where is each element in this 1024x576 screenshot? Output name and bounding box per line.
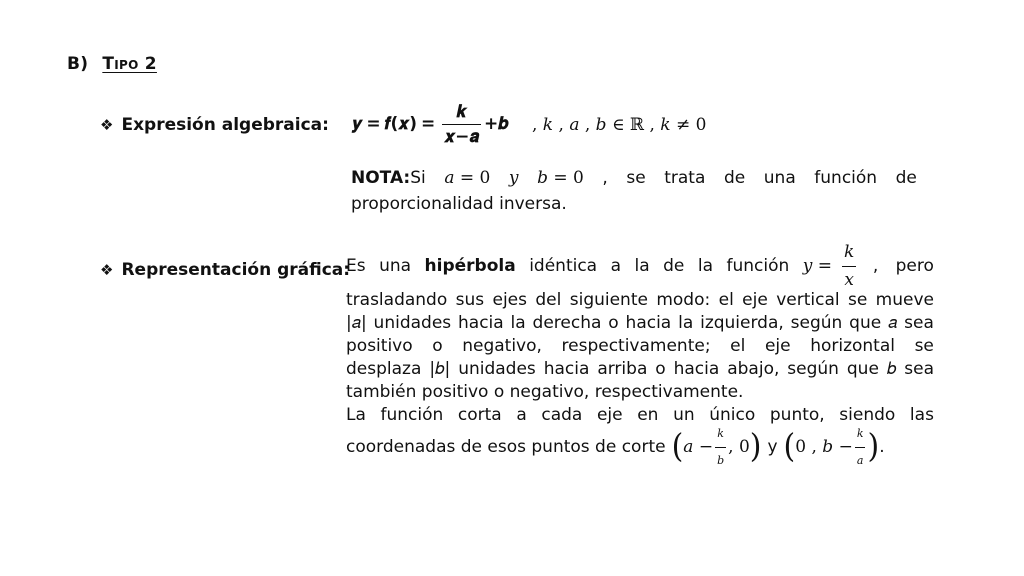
point-1-head: 𝑎 −	[683, 436, 714, 457]
formula-plus-b: +𝒃	[484, 114, 509, 134]
formula-fx: 𝒇(𝒙)	[384, 114, 417, 134]
desc-word: función	[726, 256, 790, 276]
desc-line: trasladando sus ejes del siguiente modo: el eje vertical se mueve	[346, 290, 934, 310]
nota-word: de	[895, 168, 917, 188]
desc-word: La	[346, 405, 366, 425]
nota-word: Si	[410, 168, 426, 188]
desc-word: la	[510, 313, 526, 333]
desc-word: las	[909, 405, 934, 425]
fraction-numerator: 𝑘	[844, 242, 855, 262]
nota-word: función	[814, 168, 878, 188]
desc-word: arriba	[597, 359, 648, 379]
section-heading	[67, 54, 157, 74]
nota-block	[351, 165, 917, 217]
inverse-function	[803, 241, 860, 292]
desc-word: la	[697, 256, 713, 276]
desc-word: eje	[596, 405, 623, 425]
section-title: Tipo 2	[102, 54, 157, 74]
formula-denominator: 𝒙−𝒂	[442, 124, 481, 147]
nota-label: NOTA:	[351, 168, 411, 188]
desc-word: derecha	[532, 313, 602, 333]
nota-line-1	[351, 165, 917, 191]
desc-word: Es	[346, 256, 366, 276]
desc-word: 𝑎	[888, 313, 898, 333]
desc-word: , pero	[872, 256, 934, 276]
desc-word: único	[709, 405, 756, 425]
desc-word: |𝑏|	[429, 359, 451, 379]
desc-word: hacia	[458, 313, 504, 333]
desc-line-1	[346, 244, 934, 289]
desc-word: unidades	[458, 359, 536, 379]
desc-word: punto,	[769, 405, 825, 425]
formula-conditions: , 𝑘 , 𝑎 , 𝑏 ∈ ℝ , 𝑘 ≠ 0	[532, 115, 707, 135]
nota-math: 𝑏 = 0	[537, 168, 584, 188]
desc-word: eje	[764, 336, 791, 356]
desc-word: según	[790, 313, 843, 333]
desc-word: sea	[904, 359, 934, 379]
desc-word: cada	[541, 405, 583, 425]
desc-line	[346, 312, 934, 335]
desc-word-hiperbola: hipérbola	[424, 256, 516, 276]
nota-word: trata	[664, 168, 706, 188]
desc-word: hacia	[625, 313, 672, 333]
desc-word: izquierda,	[700, 313, 784, 333]
desc-word: siendo	[839, 405, 896, 425]
fraction-denominator: 𝑥	[842, 266, 856, 292]
desc-word: negativo,	[462, 336, 542, 356]
fraction-denominator: 𝑎	[855, 447, 866, 472]
desc-word: abajo,	[727, 359, 780, 379]
desc-line-coordinates	[346, 427, 934, 467]
desc-word: de	[663, 256, 685, 276]
point-x-intercept: ( 𝑎 − $\frac{\text{𝑘}}{\text{𝑏}}$ , 0 )	[672, 422, 762, 472]
desc-word: hacia	[673, 359, 720, 379]
formula-fraction	[442, 102, 481, 147]
formula-numerator: 𝒌	[456, 101, 467, 122]
desc-word: según	[787, 359, 839, 379]
algebraic-formula: 𝒚 = 𝒇(𝒙) = $\frac{\text{𝒌}}{\text{𝒙−𝒂}}$ +𝒃	[352, 101, 509, 147]
desc-line	[346, 335, 934, 358]
desc-line-text: coordenadas de esos puntos de corte	[346, 436, 666, 457]
desc-word: 𝑏	[886, 359, 897, 379]
expression-label: Expresión algebraica:	[121, 115, 329, 135]
desc-word: a	[610, 256, 622, 276]
representation-description	[346, 244, 934, 467]
k-over-b-fraction	[715, 422, 726, 472]
nota-word: se	[626, 168, 646, 188]
desc-word: a	[516, 405, 527, 425]
desc-word: una	[379, 256, 412, 276]
function-y-eq: 𝑦 =	[802, 256, 833, 276]
desc-word: idéntica	[529, 256, 598, 276]
nota-word: de	[723, 168, 746, 188]
fraction-denominator: 𝑏	[715, 447, 726, 472]
point-y-intercept: ( 0 , 𝑏 − $\frac{\text{𝑘}}{\text{𝑎}}$ )	[784, 422, 880, 472]
desc-word: horizontal	[810, 336, 895, 356]
desc-word: hacia	[543, 359, 590, 379]
representation-item	[100, 260, 350, 280]
k-over-x-fraction	[842, 241, 856, 292]
desc-word: la	[678, 313, 694, 333]
fraction-numerator: 𝑘	[856, 427, 864, 440]
nota-word: una	[763, 168, 796, 188]
desc-word: se	[914, 336, 934, 356]
fraction-numerator: 𝑘	[717, 427, 724, 440]
nota-word: ,	[602, 168, 608, 188]
desc-word: desplaza	[346, 359, 422, 379]
desc-word: que	[846, 359, 879, 379]
representation-label: Representación gráfica:	[121, 260, 351, 280]
nota-line-2: proporcionalidad inversa.	[351, 194, 567, 214]
desc-word: positivo	[346, 336, 413, 356]
point-2-head: 0 , 𝑏 −	[795, 436, 853, 457]
desc-word: sea	[904, 313, 934, 333]
point-1-tail: , 0	[728, 436, 750, 457]
desc-word: unidades	[373, 313, 452, 333]
desc-word: respectivamente;	[561, 336, 711, 356]
desc-word: en	[637, 405, 659, 425]
desc-line: también positivo o negativo, respectivamente.	[346, 382, 744, 402]
formula-y: 𝒚	[352, 114, 363, 134]
and-word: y	[767, 436, 778, 457]
desc-word: función	[380, 405, 444, 425]
desc-word: o	[608, 313, 619, 333]
diamond-bullet-icon: ❖	[100, 261, 114, 279]
desc-line	[346, 358, 934, 381]
desc-word: |𝑎|	[346, 313, 367, 333]
diamond-bullet-icon: ❖	[100, 116, 114, 134]
section-letter: B)	[67, 54, 89, 74]
desc-word: la	[634, 256, 650, 276]
desc-word: el	[730, 336, 746, 356]
period: .	[879, 436, 885, 457]
desc-word: un	[673, 405, 695, 425]
k-over-a-fraction	[855, 422, 866, 472]
desc-word: o	[655, 359, 666, 379]
desc-word: o	[432, 336, 443, 356]
formula-eq: =	[366, 114, 381, 134]
nota-math: 𝑎 = 0	[444, 168, 491, 188]
expression-item	[100, 115, 329, 135]
desc-word: corta	[457, 405, 502, 425]
desc-word: que	[849, 313, 882, 333]
nota-math: 𝑦	[508, 168, 519, 188]
